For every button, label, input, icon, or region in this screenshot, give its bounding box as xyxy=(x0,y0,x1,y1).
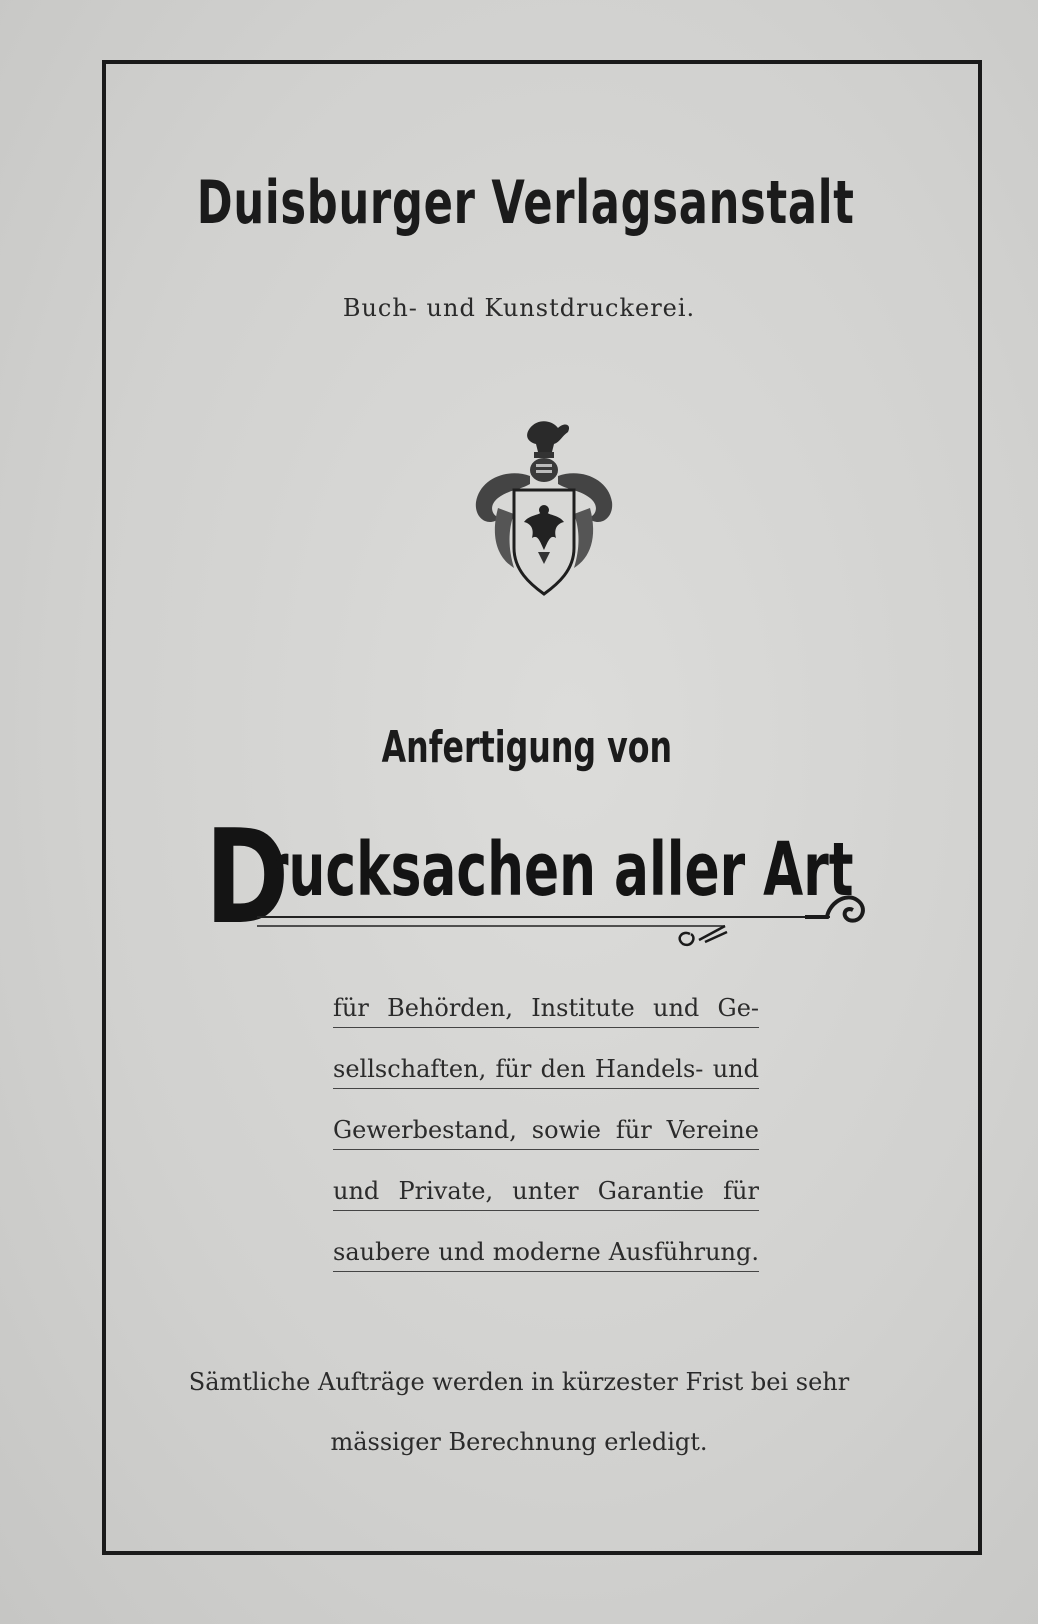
footer-line: mässiger Berechnung erledigt. xyxy=(330,1428,708,1456)
headline-initial: D xyxy=(205,801,290,953)
services-description xyxy=(333,990,759,1295)
description-line: sellschaften, für den Handels- und xyxy=(333,1051,759,1089)
coat-of-arms-icon xyxy=(468,418,618,603)
description-line: und Private, unter Garantie für xyxy=(333,1173,759,1211)
headline-ornament xyxy=(205,801,905,953)
company-subtitle: Buch- und Kunstdruckerei. xyxy=(342,294,696,322)
headline-text: rucksachen aller Art xyxy=(263,827,854,913)
description-line: Gewerbestand, sowie für Vereine xyxy=(333,1112,759,1150)
description-line: saubere und moderne Ausführung. xyxy=(333,1234,759,1272)
main-headline xyxy=(205,801,905,953)
intro-heading: Anfertigung von xyxy=(381,722,673,773)
footer-line: Sämtliche Aufträge werden in kürzester Frist bei sehr xyxy=(188,1368,850,1396)
footer-note xyxy=(0,1352,1038,1472)
company-title: Duisburger Verlagsanstalt xyxy=(196,168,855,238)
description-line: für Behörden, Institute und Ge- xyxy=(333,990,759,1028)
